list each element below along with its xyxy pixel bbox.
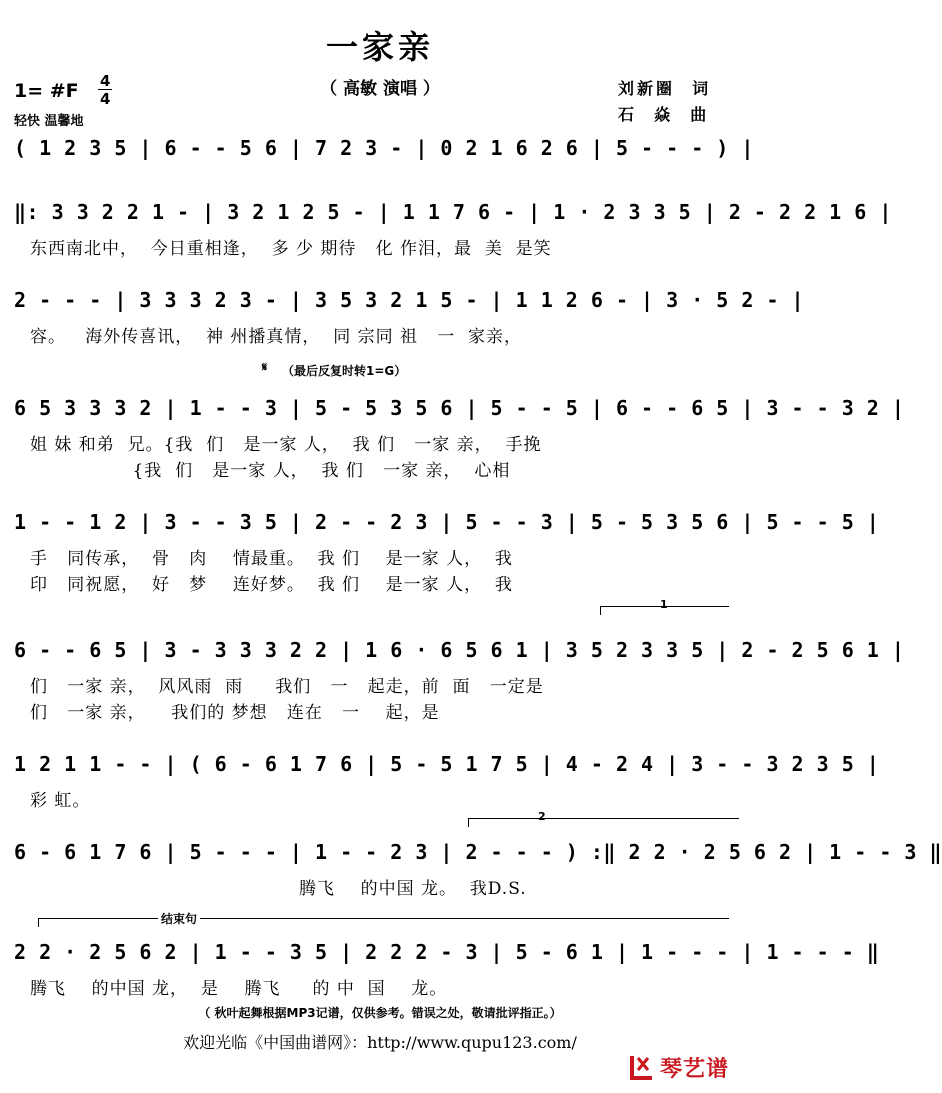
score-line-4-lyrics-b: {我 们 是一家 人， 我 们 一家 亲， 心相 (30, 461, 511, 481)
key-signature: 1= #F (14, 80, 79, 102)
segno-note: （最后反复时转1=G） (282, 364, 407, 378)
score-line-4-notes: 6 5 3 3 3 2 | 1 - - 3 | 5 - 5 3 5 6 | 5 - - 5 | 6 - - 6 5 | 3 - - 3 2 | (14, 396, 905, 420)
volta-2-number: 2 (538, 810, 546, 823)
transcription-note: （ 秋叶起舞根据MP3记谱，仅供参考。错误之处，敬请批评指正。） (198, 1006, 562, 1020)
logo-icon (628, 1052, 656, 1082)
score-line-2-lyrics: 东西南北中， 今日重相逢， 多 少 期待 化 作泪，最 美 是笑 (30, 239, 552, 259)
coda-label: 结束句 (158, 910, 200, 927)
score-line-8-lyrics: 腾飞 的中国 龙。 我D.S. (30, 879, 527, 899)
score-line-7-notes: 1 2 1 1 - - | ( 6 - 6 1 7 6 | 5 - 5 1 7 5 | 4 - 2 4 | 3 - - 3 2 3 5 | (14, 752, 880, 776)
page-title: 一家亲 (325, 28, 434, 66)
segno-icon: 𝄋 (262, 360, 268, 374)
composer-credit: 石 焱 曲 (618, 105, 710, 124)
score-line-8-notes: 6 - 6 1 7 6 | 5 - - - | 1 - - 2 3 | 2 - - - ) :‖ 2 2 · 2 5 6 2 | 1 - - 3 ‖ (14, 840, 942, 864)
score-line-6-lyrics-b: 们 一家 亲， 我们的 梦想 连在 一 起，是 (30, 703, 440, 723)
score-line-1-notes: ( 1 2 3 5 | 6 - - 5 6 | 7 2 3 - | 0 2 1 6 2 6 | 5 - - - ) | (14, 136, 754, 160)
time-signature-bottom: 4 (100, 90, 111, 108)
coda-bracket (38, 918, 729, 927)
score-line-7-lyrics: 彩 虹。 (30, 791, 91, 811)
score-line-3-notes: 2 - - - | 3 3 3 2 3 - | 3 5 3 2 1 5 - | 1 1 2 6 - | 3 · 5 2 - | (14, 288, 805, 312)
volta-2-bracket (468, 818, 739, 827)
score-line-4-lyrics-a: 姐 妹 和弟 兄。{我 们 是一家 人， 我 们 一家 亲， 手挽 (30, 435, 542, 455)
lyricist-credit: 刘新圈 词 (618, 79, 712, 98)
score-line-9-lyrics: 腾飞 的中国 龙， 是 腾飞 的 中 国 龙。 (30, 979, 448, 999)
site-logo (628, 1050, 748, 1084)
singer-credit: （ 高敏 演唱 ） (320, 79, 440, 99)
score-line-9-notes: 2 2 · 2 5 6 2 | 1 - - 3 5 | 2 2 2 - 3 | 5 - 6 1 | 1 - - - | 1 - - - ‖ (14, 940, 880, 964)
website-link[interactable]: 欢迎光临《中国曲谱网》：http://www.qupu123.com/ (183, 1033, 577, 1052)
score-line-5-lyrics-a: 手 同传承， 骨 肉 情最重。 我 们 是一家 人， 我 (30, 549, 513, 569)
score-line-6-notes: 6 - - 6 5 | 3 - 3 3 3 2 2 | 1 6 · 6 5 6 1 | 3 5 2 3 3 5 | 2 - 2 5 6 1 | (14, 638, 905, 662)
tempo-marking: 轻快 温馨地 (14, 114, 84, 129)
score-line-3-lyrics: 容。 海外传喜讯， 神 州播真情， 同 宗同 祖 一 家亲， (30, 327, 523, 347)
volta-1-number: 1 (660, 598, 668, 611)
score-line-6-lyrics-a: 们 一家 亲， 风风雨 雨 我们 一 起走，前 面 一定是 (30, 677, 544, 697)
logo-text: 琴艺谱 (660, 1057, 730, 1082)
time-signature-top: 4 (100, 72, 111, 90)
score-line-2-notes: ‖: 3 3 2 2 1 - | 3 2 1 2 5 - | 1 1 7 6 - | 1 · 2 3 3 5 | 2 - 2 2 1 6 | (14, 200, 892, 224)
score-line-5-notes: 1 - - 1 2 | 3 - - 3 5 | 2 - - 2 3 | 5 - - 3 | 5 - 5 3 5 6 | 5 - - 5 | (14, 510, 880, 534)
score-line-5-lyrics-b: 印 同祝愿， 好 梦 连好梦。 我 们 是一家 人， 我 (30, 575, 513, 595)
